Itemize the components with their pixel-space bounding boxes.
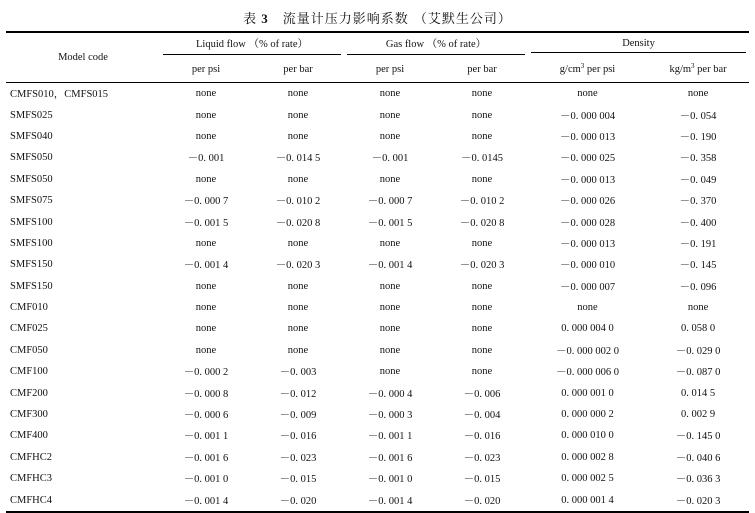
cell-den-bar: －0. 029 0: [675, 345, 721, 357]
cell-den-psi: 0. 000 000 2: [561, 409, 614, 421]
cell-liq-bar: none: [287, 130, 309, 142]
cell-den-bar: －0. 191: [679, 238, 717, 250]
cell-den-bar: －0. 020 3: [647, 489, 749, 511]
cell-liq-psi: none: [195, 173, 217, 185]
cell-den-bar: －0. 040 6: [675, 452, 721, 464]
cell-liq-bar: －0. 023: [279, 452, 317, 464]
cell-liq-bar: －0. 020: [252, 489, 344, 511]
header-liquid-flow: Liquid flow （% of rate）: [160, 32, 344, 57]
cell-gas-bar: －0. 015: [463, 474, 501, 486]
cell-den-psi: 0. 000 002 5: [561, 473, 614, 485]
header-gas-per-bar: per bar: [436, 57, 528, 83]
cell-liq-psi: －0. 000 8: [183, 388, 229, 400]
cell-gas-psi: －0. 001: [371, 153, 409, 165]
cell-gas-psi: none: [379, 173, 401, 185]
table-title: [0, 8, 755, 27]
cell-liq-psi: none: [195, 130, 217, 142]
header-gas-flow: Gas flow （% of rate）: [344, 32, 528, 57]
cell-liq-psi: none: [195, 237, 217, 249]
table-row: [6, 190, 749, 211]
cell-liq-psi: －0. 001 1: [183, 431, 229, 443]
cell-den-psi: －0. 000 006 0: [556, 367, 620, 379]
table-row: [6, 447, 749, 468]
cell-model: SMFS100: [10, 216, 53, 228]
cell-model: CMFS010，CMFS015: [10, 89, 109, 101]
cell-gas-bar: none: [471, 366, 493, 378]
cell-gas-bar: none: [471, 109, 493, 121]
cell-liq-bar: none: [287, 280, 309, 292]
cell-gas-psi: none: [379, 366, 401, 378]
cell-model: CMFHC2: [10, 451, 53, 463]
cell-model: SMFS025: [10, 109, 53, 121]
table-row: [6, 318, 749, 339]
cell-liq-bar: none: [287, 302, 309, 314]
table-row: [6, 382, 749, 403]
table-row: [6, 83, 749, 105]
cell-liq-bar: －0. 009: [279, 410, 317, 422]
cell-gas-bar: none: [471, 173, 493, 185]
cell-liq-bar: none: [287, 109, 309, 121]
cell-model: CMF010: [10, 302, 48, 314]
table-row: [6, 425, 749, 446]
cell-gas-bar: none: [471, 130, 493, 142]
cell-gas-psi: －0. 001 5: [367, 217, 413, 229]
cell-gas-psi: －0. 000 4: [367, 388, 413, 400]
cell-den-psi: －0. 000 025: [559, 153, 616, 165]
cell-den-bar: 0. 014 5: [680, 387, 716, 399]
cell-den-psi: 0. 000 001 4: [528, 489, 647, 511]
header-density-per-psi: $g/cm^3$ per psi: [528, 57, 647, 83]
cell-liq-psi: －0. 001 6: [183, 452, 229, 464]
table-row: [6, 468, 749, 489]
cell-gas-bar: none: [471, 323, 493, 335]
header-model-code: Model code: [6, 32, 160, 83]
table-row: [6, 489, 749, 511]
cell-gas-bar: －0. 023: [463, 452, 501, 464]
cell-den-psi: －0. 000 013: [559, 238, 616, 250]
table-title-text: 流量计压力影响系数 （艾默生公司）: [282, 12, 512, 27]
cell-model: CMFHC3: [10, 473, 53, 485]
cell-model: CMF300: [10, 409, 48, 421]
cell-gas-psi: －0. 001 6: [367, 452, 413, 464]
cell-gas-psi: －0. 001 1: [367, 431, 413, 443]
cell-den-psi: －0. 000 013: [559, 174, 616, 186]
cell-liq-bar: －0. 014 5: [275, 153, 321, 165]
cell-liq-psi: －0. 000 6: [183, 410, 229, 422]
table-row: [6, 340, 749, 361]
cell-den-bar: 0. 002 9: [680, 409, 716, 421]
cell-den-bar: －0. 087 0: [675, 367, 721, 379]
cell-liq-bar: none: [287, 237, 309, 249]
cell-den-bar: －0. 358: [679, 153, 717, 165]
cell-gas-bar: none: [471, 88, 493, 100]
cell-den-psi: 0. 000 001 0: [561, 387, 614, 399]
cell-gas-psi: none: [379, 237, 401, 249]
cell-gas-bar: －0. 020 3: [459, 260, 505, 272]
cell-model: SMFS100: [10, 237, 53, 249]
table-row: [6, 297, 749, 318]
cell-liq-psi: －0. 001 4: [183, 260, 229, 272]
table-row: [6, 104, 749, 125]
table-row: [6, 211, 749, 232]
cell-gas-bar: －0. 020: [436, 489, 528, 511]
cell-liq-bar: －0. 015: [279, 474, 317, 486]
cell-gas-psi: －0. 001 4: [344, 489, 436, 511]
cell-den-bar: －0. 096: [679, 281, 717, 293]
table-row: [6, 361, 749, 382]
header-gas-per-psi: per psi: [344, 57, 436, 83]
cell-model: SMFS050: [10, 173, 53, 185]
cell-gas-bar: －0. 004: [463, 410, 501, 422]
cell-liq-psi: none: [195, 323, 217, 335]
cell-den-bar: －0. 370: [679, 196, 717, 208]
cell-gas-psi: －0. 000 7: [367, 196, 413, 208]
cell-den-psi: 0. 000 002 8: [561, 451, 614, 463]
header-density: Density: [528, 32, 749, 57]
cell-den-bar: －0. 145 0: [675, 431, 721, 443]
table-body: [6, 83, 749, 512]
cell-model: SMFS040: [10, 130, 53, 142]
table-row: [6, 404, 749, 425]
cell-gas-psi: none: [379, 88, 401, 100]
cell-model: CMF050: [10, 344, 48, 356]
cell-model: CMF025: [10, 323, 48, 335]
table-row: [6, 126, 749, 147]
cell-liq-psi: none: [195, 109, 217, 121]
cell-liq-psi: none: [195, 280, 217, 292]
cell-gas-psi: －0. 001 0: [367, 474, 413, 486]
cell-den-psi: －0. 000 026: [559, 196, 616, 208]
table-row: [6, 276, 749, 297]
cell-den-bar: －0. 190: [679, 131, 717, 143]
cell-gas-bar: －0. 006: [463, 388, 501, 400]
cell-liq-psi: －0. 001: [187, 153, 225, 165]
cell-liq-bar: －0. 010 2: [275, 196, 321, 208]
cell-liq-psi: none: [195, 344, 217, 356]
cell-liq-bar: －0. 003: [279, 367, 317, 379]
cell-den-psi: －0. 000 013: [559, 131, 616, 143]
pressure-effect-table: [6, 31, 749, 513]
cell-gas-bar: none: [471, 302, 493, 314]
cell-model: SMFS150: [10, 280, 53, 292]
cell-den-bar: －0. 400: [679, 217, 717, 229]
cell-liq-psi: －0. 000 7: [183, 196, 229, 208]
cell-den-psi: －0. 000 010: [559, 260, 616, 272]
cell-liq-bar: －0. 012: [279, 388, 317, 400]
cell-liq-psi: none: [195, 302, 217, 314]
table-row: [6, 147, 749, 168]
cell-liq-bar: none: [287, 323, 309, 335]
cell-liq-bar: －0. 020 8: [275, 217, 321, 229]
cell-den-bar: none: [687, 302, 709, 314]
cell-model: SMFS075: [10, 195, 53, 207]
cell-gas-bar: －0. 020 8: [459, 217, 505, 229]
cell-den-bar: －0. 145: [679, 260, 717, 272]
cell-model: CMF200: [10, 387, 48, 399]
cell-liq-bar: none: [287, 344, 309, 356]
cell-den-psi: none: [577, 88, 598, 100]
cell-liq-psi: －0. 001 0: [183, 474, 229, 486]
cell-gas-psi: －0. 000 3: [367, 410, 413, 422]
cell-gas-bar: none: [471, 280, 493, 292]
cell-gas-psi: none: [379, 109, 401, 121]
cell-gas-psi: none: [379, 344, 401, 356]
header-liquid-per-psi: per psi: [160, 57, 252, 83]
header-liquid-per-bar: per bar: [252, 57, 344, 83]
cell-gas-psi: none: [379, 323, 401, 335]
cell-liq-psi: none: [195, 88, 217, 100]
cell-den-psi: none: [577, 302, 598, 314]
cell-model: SMFS050: [10, 152, 53, 164]
cell-den-bar: 0. 058 0: [680, 323, 716, 335]
table-row: [6, 254, 749, 275]
cell-gas-psi: none: [379, 280, 401, 292]
cell-gas-bar: －0. 016: [463, 431, 501, 443]
cell-model: CMF400: [10, 430, 48, 442]
table-row: [6, 169, 749, 190]
cell-gas-bar: －0. 010 2: [459, 196, 505, 208]
cell-gas-psi: －0. 001 4: [367, 260, 413, 272]
cell-model: CMF100: [10, 366, 48, 378]
cell-den-bar: －0. 054: [679, 110, 717, 122]
cell-gas-psi: none: [379, 130, 401, 142]
cell-gas-bar: none: [471, 237, 493, 249]
cell-model: CMFHC4: [6, 489, 160, 511]
cell-den-psi: 0. 000 010 0: [561, 430, 614, 442]
cell-gas-bar: none: [471, 344, 493, 356]
cell-den-psi: 0. 000 004 0: [561, 323, 614, 335]
cell-liq-psi: －0. 001 5: [183, 217, 229, 229]
cell-den-bar: －0. 049: [679, 174, 717, 186]
cell-gas-bar: －0. 0145: [461, 153, 504, 165]
table-title-label: 表: [243, 12, 258, 27]
cell-den-psi: －0. 000 004: [559, 110, 616, 122]
cell-liq-psi: －0. 000 2: [183, 367, 229, 379]
cell-liq-bar: none: [287, 88, 309, 100]
cell-den-psi: －0. 000 028: [559, 217, 616, 229]
header-density-per-bar: $kg/m^3$ per bar: [647, 57, 749, 83]
cell-den-bar: －0. 036 3: [675, 474, 721, 486]
cell-den-psi: －0. 000 002 0: [556, 345, 620, 357]
cell-liq-bar: －0. 020 3: [275, 260, 321, 272]
cell-liq-bar: －0. 016: [279, 431, 317, 443]
cell-liq-bar: none: [287, 173, 309, 185]
table-title-number: 3: [261, 11, 269, 26]
cell-model: SMFS150: [10, 259, 53, 271]
cell-liq-psi: －0. 001 4: [160, 489, 252, 511]
cell-den-psi: －0. 000 007: [559, 281, 616, 293]
table-row: [6, 233, 749, 254]
cell-gas-psi: none: [379, 302, 401, 314]
cell-den-bar: none: [687, 88, 709, 100]
